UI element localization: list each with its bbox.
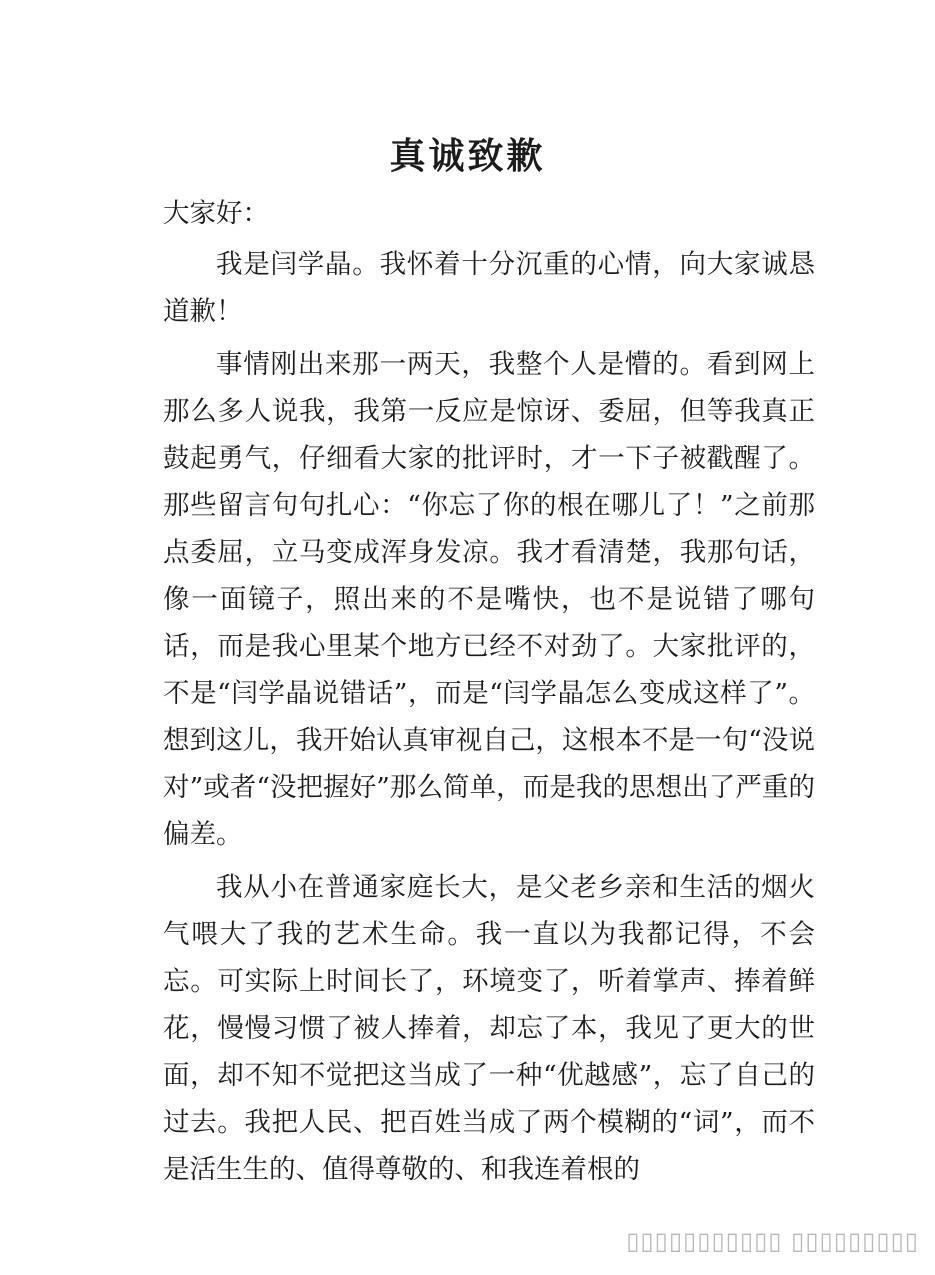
- salutation: 大家好：: [163, 198, 269, 229]
- page-title: 真诚致歉: [389, 135, 546, 177]
- paragraph-2: 事情刚出来那一两天，我整个人是懵的。看到网上那么多人说我，我第一反应是惊讶、委屈，但等我真正鼓起勇气，仔细看大家的批评时，才一下子被戳醒了。那些留言句句扎心：“你忘了你的根在哪儿了！”之前那点委屈，立马变成浑身发凉。我才看清楚，我那句话，像一面镜子，照出来的不是嘴快，也不是说错了哪句话，而是我心里某个地方已经不对劲了。大家批评的，不是“闫学晶说错话”，而是“闫学晶怎么变成这样了”。想到这儿，我开始认真审视自己，这根本不是一句“没说对”或者“没把握好”那么简单，而是我的思想出了严重的偏差。: [163, 349, 815, 850]
- watermark: ▯▯▯▯▯▯▯▯▯▯▯ ▯▯▯▯▯▯▯▯▯: [626, 1227, 919, 1255]
- paragraph-1: 我是闫学晶。我怀着十分沉重的心情，向大家诚恳道歉！: [163, 249, 815, 327]
- paragraph-3: 我从小在普通家庭长大，是父老乡亲和生活的烟火气喂大了我的艺术生命。我一直以为我都记得，不会忘。可实际上时间长了，环境变了，听着掌声、捧着鲜花，慢慢习惯了被人捧着，却忘了本，我见了更大的世面，却不知不觉把这当成了一种“优越感”，忘了自己的过去。我把人民、把百姓当成了两个模糊的“词”，而不是活生生的、值得尊敬的、和我连着根的: [163, 872, 815, 1185]
- letter-body: [163, 190, 815, 1199]
